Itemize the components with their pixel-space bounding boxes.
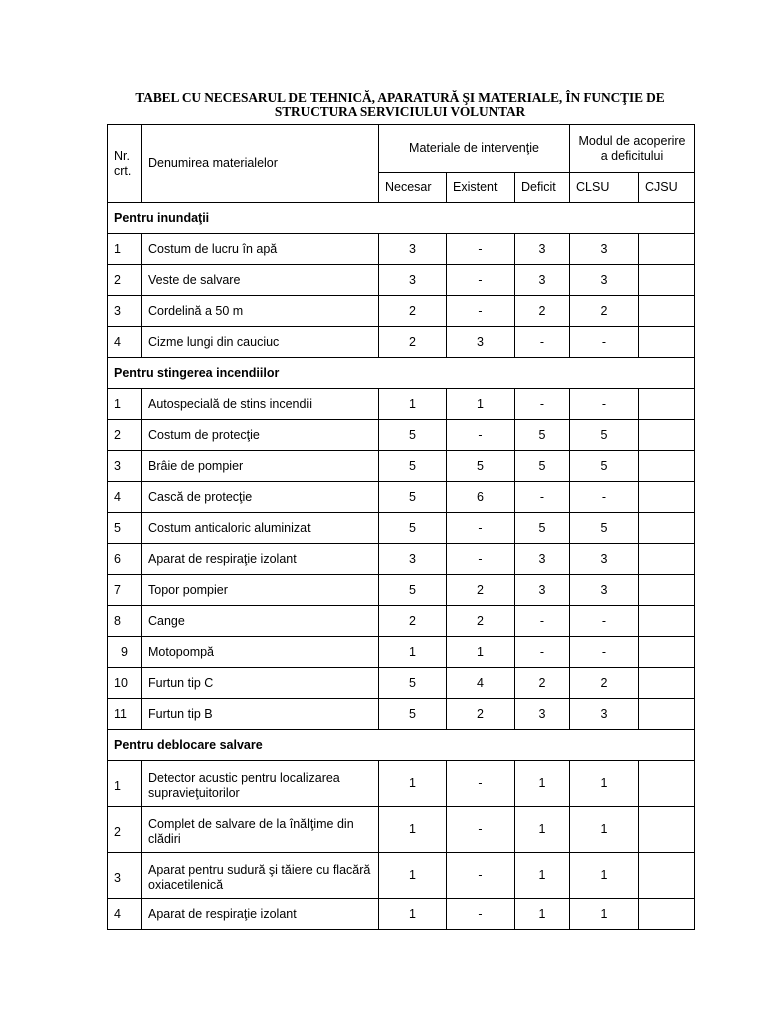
row-clsu: 3 [570, 544, 639, 575]
row-name: Cange [142, 606, 379, 637]
row-deficit: 5 [515, 420, 570, 451]
row-deficit: 3 [515, 234, 570, 265]
row-existent: 3 [447, 327, 515, 358]
table-row [108, 265, 695, 296]
header-cjsu: CJSU [639, 173, 695, 203]
header-name: Denumirea materialelor [142, 125, 379, 203]
header-existent: Existent [447, 173, 515, 203]
row-nr: 1 [108, 389, 142, 420]
section-title: Pentru stingerea incendiilor [108, 358, 695, 389]
row-clsu: - [570, 389, 639, 420]
row-deficit: 3 [515, 699, 570, 730]
row-nr: 9 [108, 637, 142, 668]
row-deficit: - [515, 482, 570, 513]
row-name: Costum de protecţie [142, 420, 379, 451]
row-clsu: - [570, 606, 639, 637]
table-row [108, 606, 695, 637]
row-nr: 8 [108, 606, 142, 637]
row-nr: 1 [108, 234, 142, 265]
header-coverage: Modul de acoperire a deficitului [570, 125, 695, 173]
row-necesar: 1 [379, 807, 447, 853]
table-row [108, 420, 695, 451]
row-necesar: 5 [379, 420, 447, 451]
row-existent: 1 [447, 637, 515, 668]
row-name: Costum de lucru în apă [142, 234, 379, 265]
row-cjsu [639, 265, 695, 296]
row-name: Aparat de respiraţie izolant [142, 544, 379, 575]
row-nr: 11 [108, 699, 142, 730]
table-row [108, 482, 695, 513]
row-nr: 4 [108, 899, 142, 930]
row-nr: 2 [108, 265, 142, 296]
row-deficit: 1 [515, 761, 570, 807]
row-deficit: 2 [515, 296, 570, 327]
row-clsu: 3 [570, 234, 639, 265]
row-nr: 7 [108, 575, 142, 606]
row-existent: 2 [447, 699, 515, 730]
row-name: Veste de salvare [142, 265, 379, 296]
row-deficit: - [515, 389, 570, 420]
section-title: Pentru deblocare salvare [108, 730, 695, 761]
row-deficit: 3 [515, 265, 570, 296]
row-cjsu [639, 420, 695, 451]
row-cjsu [639, 327, 695, 358]
row-necesar: 3 [379, 544, 447, 575]
row-necesar: 2 [379, 296, 447, 327]
row-name: Cască de protecţie [142, 482, 379, 513]
row-necesar: 1 [379, 899, 447, 930]
section-row [108, 203, 695, 234]
row-name: Autospecială de stins incendii [142, 389, 379, 420]
header-row-1 [108, 125, 695, 173]
row-name: Aparat de respiraţie izolant [142, 899, 379, 930]
row-necesar: 1 [379, 637, 447, 668]
row-cjsu [639, 699, 695, 730]
row-existent: - [447, 296, 515, 327]
table-row [108, 296, 695, 327]
row-name: Costum anticaloric aluminizat [142, 513, 379, 544]
section-row [108, 358, 695, 389]
row-existent: - [447, 899, 515, 930]
row-nr: 6 [108, 544, 142, 575]
row-nr: 4 [108, 327, 142, 358]
row-name: Furtun tip B [142, 699, 379, 730]
table-row [108, 234, 695, 265]
table-row [108, 575, 695, 606]
row-name: Aparat pentru sudură şi tăiere cu flacără oxiacetilenică [142, 853, 379, 899]
row-deficit: 2 [515, 668, 570, 699]
row-nr: 3 [108, 296, 142, 327]
row-cjsu [639, 807, 695, 853]
row-existent: 1 [447, 389, 515, 420]
row-nr: 2 [108, 420, 142, 451]
row-existent: 2 [447, 575, 515, 606]
requirements-table [107, 124, 695, 930]
row-cjsu [639, 451, 695, 482]
row-clsu: - [570, 637, 639, 668]
table-row [108, 853, 695, 899]
row-deficit: 3 [515, 575, 570, 606]
row-necesar: 5 [379, 699, 447, 730]
row-existent: 2 [447, 606, 515, 637]
row-necesar: 5 [379, 513, 447, 544]
row-cjsu [639, 853, 695, 899]
row-cjsu [639, 513, 695, 544]
table-row [108, 668, 695, 699]
row-nr: 4 [108, 482, 142, 513]
row-cjsu [639, 234, 695, 265]
row-clsu: 1 [570, 761, 639, 807]
page-title [100, 91, 700, 119]
row-nr: 5 [108, 513, 142, 544]
table-row [108, 389, 695, 420]
row-deficit: 5 [515, 451, 570, 482]
table-row [108, 807, 695, 853]
row-necesar: 2 [379, 606, 447, 637]
row-existent: - [447, 513, 515, 544]
row-nr: 2 [108, 807, 142, 853]
row-name: Motopompă [142, 637, 379, 668]
row-cjsu [639, 482, 695, 513]
table-row [108, 899, 695, 930]
row-necesar: 1 [379, 761, 447, 807]
header-nr: Nr. crt. [108, 125, 142, 203]
row-nr: 10 [108, 668, 142, 699]
row-existent: 6 [447, 482, 515, 513]
row-existent: - [447, 234, 515, 265]
row-necesar: 5 [379, 668, 447, 699]
row-name: Complet de salvare de la înălţime din clădiri [142, 807, 379, 853]
header-necesar: Necesar [379, 173, 447, 203]
row-clsu: 3 [570, 699, 639, 730]
row-necesar: 3 [379, 265, 447, 296]
row-clsu: 3 [570, 575, 639, 606]
row-existent: - [447, 853, 515, 899]
row-existent: 4 [447, 668, 515, 699]
row-deficit: 1 [515, 807, 570, 853]
row-clsu: 1 [570, 807, 639, 853]
row-existent: - [447, 420, 515, 451]
table-row [108, 637, 695, 668]
row-cjsu [639, 575, 695, 606]
row-clsu: 2 [570, 668, 639, 699]
section-title: Pentru inundaţii [108, 203, 695, 234]
row-clsu: - [570, 327, 639, 358]
row-deficit: - [515, 637, 570, 668]
row-cjsu [639, 544, 695, 575]
row-necesar: 3 [379, 234, 447, 265]
header-clsu: CLSU [570, 173, 639, 203]
row-nr: 3 [108, 853, 142, 899]
row-name: Brâie de pompier [142, 451, 379, 482]
row-necesar: 5 [379, 482, 447, 513]
row-necesar: 5 [379, 575, 447, 606]
table-row [108, 327, 695, 358]
page-title-line-2: STRUCTURA SERVICIULUI VOLUNTAR [274, 104, 526, 119]
row-name: Topor pompier [142, 575, 379, 606]
row-clsu: 5 [570, 513, 639, 544]
row-nr: 3 [108, 451, 142, 482]
table-row [108, 451, 695, 482]
row-cjsu [639, 389, 695, 420]
row-deficit: - [515, 327, 570, 358]
row-clsu: 1 [570, 853, 639, 899]
table-row [108, 544, 695, 575]
row-cjsu [639, 606, 695, 637]
row-deficit: 3 [515, 544, 570, 575]
row-clsu: - [570, 482, 639, 513]
row-necesar: 2 [379, 327, 447, 358]
row-existent: - [447, 544, 515, 575]
row-necesar: 1 [379, 389, 447, 420]
row-cjsu [639, 899, 695, 930]
table-row [108, 513, 695, 544]
row-cjsu [639, 637, 695, 668]
row-deficit: 1 [515, 853, 570, 899]
row-nr: 1 [108, 761, 142, 807]
row-clsu: 2 [570, 296, 639, 327]
row-existent: - [447, 265, 515, 296]
row-existent: - [447, 761, 515, 807]
row-name: Furtun tip C [142, 668, 379, 699]
row-clsu: 1 [570, 899, 639, 930]
row-cjsu [639, 296, 695, 327]
row-cjsu [639, 761, 695, 807]
row-cjsu [639, 668, 695, 699]
row-deficit: 1 [515, 899, 570, 930]
row-clsu: 5 [570, 420, 639, 451]
page-title-line-1: TABEL CU NECESARUL DE TEHNICĂ, APARATURĂ ŞI MATERIALE, ÎN FUNCŢIE DE [135, 90, 665, 105]
row-existent: 5 [447, 451, 515, 482]
table-row [108, 699, 695, 730]
header-deficit: Deficit [515, 173, 570, 203]
row-name: Cizme lungi din cauciuc [142, 327, 379, 358]
row-clsu: 5 [570, 451, 639, 482]
row-necesar: 5 [379, 451, 447, 482]
table-row [108, 761, 695, 807]
row-name: Detector acustic pentru localizarea supravieţuitorilor [142, 761, 379, 807]
row-clsu: 3 [570, 265, 639, 296]
section-row [108, 730, 695, 761]
row-name: Cordelină a 50 m [142, 296, 379, 327]
header-materials: Materiale de intervenţie [379, 125, 570, 173]
row-existent: - [447, 807, 515, 853]
row-deficit: 5 [515, 513, 570, 544]
row-necesar: 1 [379, 853, 447, 899]
row-deficit: - [515, 606, 570, 637]
